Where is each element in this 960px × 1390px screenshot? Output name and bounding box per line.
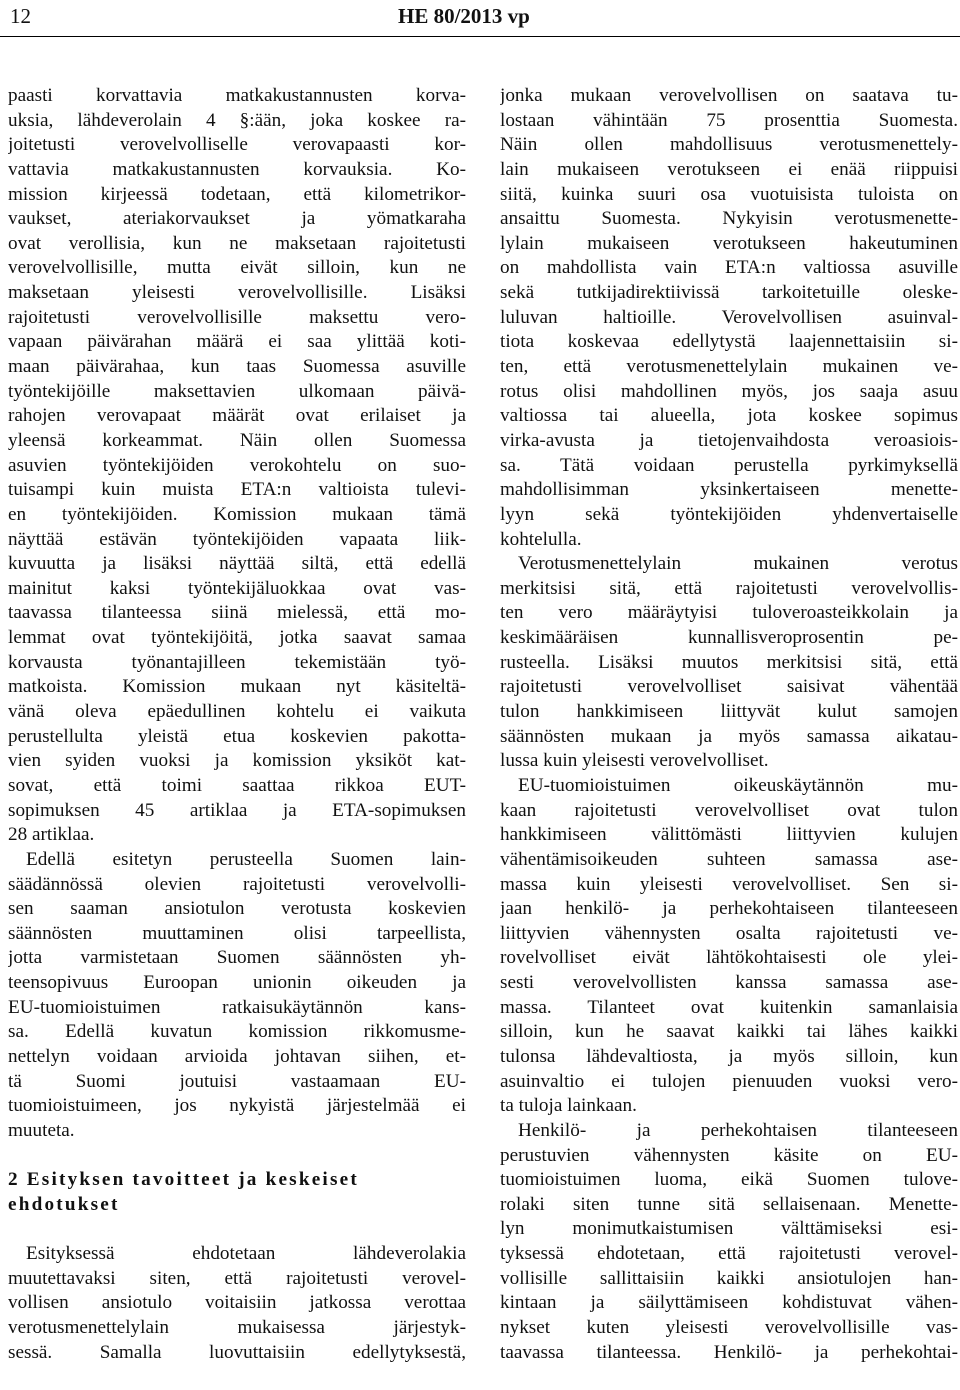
left-paragraph-1 — [8, 84, 466, 848]
text-line: tuisampi kuin muista ETA:n valtioista tulevi- — [8, 479, 466, 501]
text-line: vien syiden vuoksi ja komission yksiköt kat- — [8, 750, 466, 772]
right-column — [500, 84, 958, 1365]
text-line: yleensä korkeammat. Näin ollen Suomessa — [8, 429, 466, 451]
text-line: jotta varmistetaan Suomen säännösten yh- — [8, 947, 466, 969]
text-line: sopimuksen 45 artiklaa ja ETA-sopimuksen — [8, 799, 466, 821]
text-line: mission kirjeessä todetaan, että kilometrikor- — [8, 183, 466, 205]
text-line: kaan rajoitetusti verovelvolliset ovat tulon — [500, 799, 958, 821]
text-line: Edellä esitetyn perusteella Suomen lain- — [26, 848, 466, 870]
text-line: lyyn sekä työntekijöiden yhdenvertaiselle — [500, 503, 958, 525]
text-line: on mahdollista vain ETA:n valtiossa asuville — [500, 257, 958, 279]
text-line: säädännössä olevien rajoitetusti verovelvolli- — [8, 873, 466, 895]
text-line: ten vero määräytyisi tuloveroasteikkolain ja — [500, 602, 958, 624]
text-line: työntekijöille maksettavien ulkomaan päivä- — [8, 380, 466, 402]
text-line: sa. Edellä kuvatun komission rikkomusme- — [8, 1021, 466, 1043]
right-paragraph-4 — [500, 1119, 958, 1365]
text-line: sekä tutkijadirektiivissä tarkoitetuille oleske- — [500, 282, 958, 304]
text-line: sessä. Samalla luovuttaisiin edellytyksestä, — [8, 1341, 466, 1363]
text-line: lemmat ovat työntekijöitä, jotka saavat samaa — [8, 627, 466, 649]
text-line: ta tuloja lainkaan. — [500, 1095, 637, 1117]
text-line: joitetusti verovelvolliselle verovapaasti kor- — [8, 134, 466, 156]
text-line: kintaan ja säilyttämiseen kohdistuvat vähen- — [500, 1292, 958, 1314]
text-line: kohtelulla. — [500, 528, 582, 550]
text-line: 2 Esityksen tavoitteet ja keskeiset — [8, 1169, 359, 1191]
text-line: vollisille sallittaisiin kaikki ansiotulojen han- — [500, 1267, 958, 1289]
right-paragraph-2 — [500, 552, 958, 774]
text-line: liittyvien vähennysten osalta rajoitetusti ve- — [500, 922, 958, 944]
text-line: rahojen verovapaat määrät ovat erilaiset ja — [8, 405, 466, 427]
right-paragraph-3 — [500, 774, 958, 1119]
text-line: merkitsisi sitä, että rajoitetusti verovelvollis- — [500, 577, 958, 599]
text-line: Henkilö- ja perhekohtaisen tilanteeseen — [518, 1119, 958, 1141]
text-line: säännösten mukaan ja myös samassa aikatau- — [500, 725, 958, 747]
text-line: tulon hankkimiseen liittyvät kulut samojen — [500, 701, 958, 723]
text-line: EU-tuomioistuimen ratkaisukäytännön kans- — [8, 996, 466, 1018]
text-line: en työntekijöiden. Komission mukaan tämä — [8, 503, 466, 525]
text-line: näyttää estävän työntekijöiden vapaata liik- — [8, 528, 466, 550]
section-spacer — [8, 1217, 466, 1242]
text-line: jonka mukaan verovelvollisen on saatava tu- — [500, 85, 958, 106]
page-number: 12 — [10, 4, 31, 28]
text-line: sen saaman ansiotulon verotusta koskevien — [8, 898, 466, 920]
text-line: perustuvien vähennysten käsite on EU- — [500, 1144, 958, 1166]
text-line: perustellulta yleistä etua koskevien pakotta- — [8, 725, 466, 747]
document-id: HE 80/2013 vp — [398, 4, 530, 28]
text-line: kuvuutta ja lisäksi näyttää siltä, että edellä — [8, 553, 466, 575]
text-line: EU-tuomioistuimen oikeuskäytännön mu- — [518, 774, 958, 796]
text-line: muuteta. — [8, 1119, 75, 1141]
section-heading — [8, 1168, 466, 1217]
text-line: vollisen ansiotulo voitaisiin jatkossa verottaa — [8, 1292, 466, 1314]
text-line: muutettavaksi siten, että rajoitetusti verovel- — [8, 1267, 466, 1289]
text-line: tiota koskevaa edellytystä laajennettaisiin si- — [500, 331, 958, 353]
text-line: Esityksessä ehdotetaan lähdeverolakia — [26, 1243, 466, 1265]
text-line: sovat, että toimi saattaa rikkoa EUT- — [8, 774, 466, 796]
text-line: uksia, lähdeverolain 4 §:ään, joka koskee ra- — [8, 109, 466, 131]
text-line: valtiossa tai alueella, jota koskee sopimus — [500, 405, 958, 427]
text-line: sa. Tätä voidaan perustella pyrkimyksellä — [500, 454, 958, 476]
text-line: rolaki siten tunne sitä sellaisenaan. Menette- — [500, 1193, 958, 1215]
text-line: lussa kuin yleisesti verovelvolliset. — [500, 750, 769, 772]
text-line: rusteella. Lisäksi muutos merkitsisi sitä, että — [500, 651, 958, 673]
text-line: säännösten muuttaminen olisi tarpeellista, — [8, 922, 466, 944]
text-line: rotus olisi mahdollinen myös, jos saaja asuu — [500, 380, 958, 402]
text-line: ehdotukset — [8, 1193, 120, 1215]
text-line: massa kuin yleisesti verovelvolliset. Sen si- — [500, 873, 958, 895]
text-line: vaukset, ateriakorvaukset ja yömatkaraha — [8, 208, 466, 230]
text-line: verotusmenettelylain mukaisessa järjestyk- — [8, 1317, 466, 1339]
text-line: 28 artiklaa. — [8, 824, 95, 846]
text-line: hankkimiseen välittömästi liittyvien kulujen — [500, 824, 958, 846]
text-line: tulonsa lähdevaltiosta, ja myös silloin, kun — [500, 1045, 958, 1067]
text-line: taavassa tilanteessa siinä mielessä, että mo- — [8, 602, 466, 624]
text-line: ten, että verotusmenettelylain mukainen ve- — [500, 356, 958, 378]
left-paragraph-2 — [8, 848, 466, 1144]
text-line: mainitut kaksi työntekijäluokkaa ovat vas- — [8, 577, 466, 599]
text-line: virka-avusta ja tietojenvaihdosta veroasiois- — [500, 429, 958, 451]
text-line: massa. Tilanteet ovat kuitenkin samanlaisia — [500, 996, 958, 1018]
text-line: vähentämisoikeuden suhteen samassa ase- — [500, 848, 958, 870]
text-line: maan päivärahaa, kun taas Suomessa asuville — [8, 356, 466, 378]
text-line: rovelvolliset eivät lähtökohtaisesti ole ylei- — [500, 947, 958, 969]
text-line: lylain mukaiseen verotukseen hakeutuminen — [500, 232, 958, 254]
text-line: nykset kuten yleisesti verovelvollisille vas- — [500, 1317, 958, 1339]
text-line: korvausta työnantajilleen tekemistään työ- — [8, 651, 466, 673]
text-line: keskimääräisen kunnallisveroprosentin pe- — [500, 627, 958, 649]
text-line: rajoitetusti verovelvollisille maksettu vero- — [8, 306, 466, 328]
text-line: rajoitetusti verovelvolliset saisivat vähentää — [500, 676, 958, 698]
text-line: tyksessä ehdotetaan, että rajoitetusti verovel- — [500, 1243, 958, 1265]
text-line: asuinvaltio ei tulojen pienuuden vuoksi vero- — [500, 1070, 958, 1092]
text-line: luluvan haltioille. Verovelvollisen asuinval- — [500, 306, 958, 328]
text-line: Näin ollen mahdollisuus verotusmenettely- — [500, 134, 958, 156]
page-header — [0, 0, 960, 38]
right-paragraph-1 — [500, 84, 958, 552]
text-line: verovelvollisille, mutta eivät silloin, kun ne — [8, 257, 466, 279]
text-line: teensopivuus Euroopan unionin oikeuden ja — [8, 972, 466, 994]
text-line: lostaan vähintään 75 prosenttia Suomesta. — [500, 109, 958, 131]
section-spacer — [8, 1144, 466, 1169]
header-divider — [0, 36, 960, 37]
text-line: silloin, kun he saavat kaikki tai lähes kaikki — [500, 1021, 958, 1043]
text-line: lain mukaiseen verotukseen ei enää riippuisi — [500, 158, 958, 180]
text-line: ovat verollisia, kun ne maksetaan rajoitetusti — [8, 232, 466, 254]
text-line: maksetaan yleisesti verovelvollisille. Lisäksi — [8, 282, 466, 304]
text-line: ansaittu Suomesta. Nykyisin verotusmenette- — [500, 208, 958, 230]
text-line: vänä oleva epäedullinen kohtelu ei vaikuta — [8, 701, 466, 723]
text-line: sesti verovelvollisten kanssa samassa ase- — [500, 972, 958, 994]
text-line: vapaan päivärahan määrä ei saa ylittää koti- — [8, 331, 466, 353]
text-line: nettelyn voidaan arvioida johtavan siihen, et- — [8, 1045, 466, 1067]
text-line: matkoista. Komission mukaan nyt käsiteltä- — [8, 676, 466, 698]
text-line: lyn monimutkaistumisen välttämiseksi esi- — [500, 1218, 958, 1240]
text-line: tuomioistuimen luoma, eikä Suomen tulove- — [500, 1169, 958, 1191]
text-line: paasti korvattavia matkakustannusten korva- — [8, 85, 466, 106]
text-line: vattavia matkakustannusten korvauksia. Ko- — [8, 158, 466, 180]
text-line: tä Suomi joutuisi vastaamaan EU- — [8, 1070, 466, 1092]
text-line: mahdollisimman yksinkertaiseen menette- — [500, 479, 958, 501]
text-line: tuomioistuimeen, jos nykyistä järjestelmää ei — [8, 1095, 466, 1117]
text-line: Verotusmenettelylain mukainen verotus — [518, 553, 958, 575]
text-line: asuvien työntekijöiden verokohtelu on suo- — [8, 454, 466, 476]
text-line: taavassa tilanteessa. Henkilö- ja perhekohtai- — [500, 1341, 958, 1363]
text-line: siitä, kuinka suuri osa vuotuisista tuloista on — [500, 183, 958, 205]
text-line: jaan henkilö- ja perhekohtaiseen tilanteeseen — [500, 898, 958, 920]
left-paragraph-3 — [8, 1242, 466, 1365]
left-column — [8, 84, 466, 1365]
